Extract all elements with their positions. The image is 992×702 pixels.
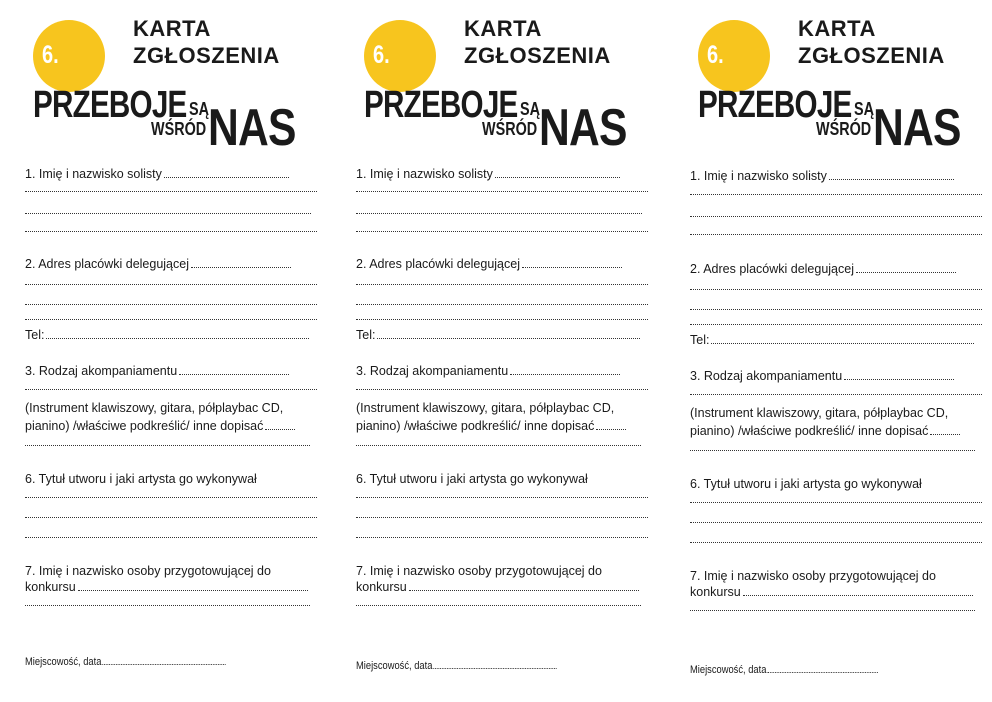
field-phone[interactable] bbox=[25, 327, 325, 343]
blank-line[interactable] bbox=[356, 604, 641, 606]
application-card-2 bbox=[356, 0, 656, 702]
field-teacher-name-cont[interactable] bbox=[356, 579, 656, 595]
blank-line[interactable] bbox=[356, 283, 648, 285]
blank-line[interactable] bbox=[25, 230, 317, 232]
blank-line[interactable] bbox=[356, 318, 648, 320]
blank-line[interactable] bbox=[356, 444, 641, 446]
event-title-word-1: PRZEBOJE bbox=[698, 84, 852, 126]
field-label: 1. Imię i nazwisko solisty bbox=[690, 169, 827, 183]
event-title-word-1: PRZEBOJE bbox=[364, 84, 518, 126]
blank-line[interactable] bbox=[25, 604, 310, 606]
field-accompaniment[interactable] bbox=[356, 363, 656, 379]
blank-line[interactable] bbox=[690, 215, 982, 217]
event-title-word-2: SĄ bbox=[520, 99, 541, 119]
blank-line[interactable] bbox=[356, 516, 648, 518]
field-phone[interactable] bbox=[690, 332, 990, 348]
blank-line[interactable] bbox=[25, 444, 310, 446]
field-phone[interactable] bbox=[356, 327, 656, 343]
blank-line[interactable] bbox=[356, 212, 642, 214]
field-soloist-name[interactable] bbox=[356, 166, 656, 182]
field-teacher-name-cont[interactable] bbox=[25, 579, 325, 595]
field-soloist-name[interactable] bbox=[25, 166, 325, 182]
field-institution-address[interactable] bbox=[690, 261, 990, 277]
blank-line[interactable] bbox=[356, 303, 648, 305]
field-note: pianino) /właściwe podkreślić/ inne dopisać bbox=[25, 419, 264, 433]
event-title-word-2: SĄ bbox=[854, 99, 875, 119]
blank-line[interactable] bbox=[25, 536, 317, 538]
blank-line[interactable] bbox=[356, 496, 648, 498]
event-title-word-3: WŚRÓD bbox=[482, 119, 538, 139]
blank-line[interactable] bbox=[690, 501, 982, 503]
card-header bbox=[25, 0, 325, 158]
field-place-date[interactable] bbox=[356, 660, 556, 672]
field-song-title: 6. Tytuł utworu i jaki artysta go wykonywał bbox=[690, 477, 922, 491]
blank-line[interactable] bbox=[25, 516, 317, 518]
field-institution-address[interactable] bbox=[25, 256, 325, 272]
field-label: konkursu bbox=[25, 580, 76, 594]
title-line-1: KARTA bbox=[464, 16, 542, 41]
blank-line[interactable] bbox=[356, 536, 648, 538]
field-note: pianino) /właściwe podkreślić/ inne dopisać bbox=[356, 419, 595, 433]
field-accompaniment[interactable] bbox=[25, 363, 325, 379]
field-teacher-name: 7. Imię i nazwisko osoby przygotowującej do bbox=[356, 564, 602, 578]
field-label: 3. Rodzaj akompaniamentu bbox=[25, 364, 178, 378]
event-title-word-2: SĄ bbox=[189, 99, 210, 119]
blank-line[interactable] bbox=[356, 388, 648, 390]
blank-line[interactable] bbox=[690, 288, 982, 290]
title-line-1: KARTA bbox=[133, 16, 211, 41]
field-label: Tel: bbox=[356, 328, 376, 342]
blank-line[interactable] bbox=[25, 190, 317, 192]
accompaniment-options: (Instrument klawiszowy, gitara, półplaybac CD, bbox=[25, 401, 284, 415]
field-institution-address[interactable] bbox=[356, 256, 656, 272]
title-line-1: KARTA bbox=[798, 16, 876, 41]
badge-number: 6. bbox=[373, 41, 390, 69]
blank-line[interactable] bbox=[690, 449, 975, 451]
field-teacher-name-cont[interactable] bbox=[690, 584, 990, 600]
application-card-1 bbox=[25, 0, 325, 702]
field-label: 1. Imię i nazwisko solisty bbox=[356, 167, 493, 181]
field-accompaniment[interactable] bbox=[690, 368, 990, 384]
blank-line[interactable] bbox=[356, 230, 648, 232]
blank-line[interactable] bbox=[690, 233, 982, 235]
card-header bbox=[690, 0, 990, 158]
blank-line[interactable] bbox=[690, 323, 982, 325]
accompaniment-options: (Instrument klawiszowy, gitara, półplaybac CD, bbox=[690, 406, 949, 420]
blank-line[interactable] bbox=[690, 541, 982, 543]
field-label: Tel: bbox=[690, 333, 710, 347]
title-line-2: ZGŁOSZENIA bbox=[464, 43, 611, 68]
event-title-word-1: PRZEBOJE bbox=[33, 84, 187, 126]
accompaniment-note[interactable] bbox=[690, 423, 990, 439]
application-card-3 bbox=[690, 0, 990, 702]
blank-line[interactable] bbox=[25, 283, 317, 285]
field-song-title: 6. Tytuł utworu i jaki artysta go wykonywał bbox=[356, 472, 588, 486]
field-label: Tel: bbox=[25, 328, 45, 342]
event-title-word-3: WŚRÓD bbox=[151, 119, 207, 139]
blank-line[interactable] bbox=[356, 190, 648, 192]
field-label: Miejscowość, data bbox=[356, 660, 433, 672]
field-place-date[interactable] bbox=[690, 664, 878, 676]
field-place-date[interactable] bbox=[25, 656, 225, 668]
badge-number: 6. bbox=[707, 41, 724, 69]
field-label: 3. Rodzaj akompaniamentu bbox=[356, 364, 509, 378]
title-line-2: ZGŁOSZENIA bbox=[798, 43, 945, 68]
badge-number: 6. bbox=[42, 41, 59, 69]
event-title-word-3: WŚRÓD bbox=[816, 119, 872, 139]
blank-line[interactable] bbox=[25, 388, 317, 390]
field-label: 2. Adres placówki delegującej bbox=[690, 262, 854, 276]
event-title-word-4: NAS bbox=[539, 99, 627, 157]
blank-line[interactable] bbox=[690, 521, 982, 523]
title-line-2: ZGŁOSZENIA bbox=[133, 43, 280, 68]
blank-line[interactable] bbox=[25, 303, 317, 305]
field-soloist-name[interactable] bbox=[690, 168, 990, 184]
event-title-word-4: NAS bbox=[873, 99, 961, 157]
event-title-word-4: NAS bbox=[208, 99, 296, 157]
accompaniment-note[interactable] bbox=[25, 418, 325, 434]
field-note: pianino) /właściwe podkreślić/ inne dopisać bbox=[690, 424, 929, 438]
field-label: 2. Adres placówki delegującej bbox=[25, 257, 189, 271]
field-teacher-name: 7. Imię i nazwisko osoby przygotowującej do bbox=[690, 569, 936, 583]
field-label: 3. Rodzaj akompaniamentu bbox=[690, 369, 843, 383]
field-label: 2. Adres placówki delegującej bbox=[356, 257, 520, 271]
blank-line[interactable] bbox=[690, 308, 982, 310]
field-label: Miejscowość, data bbox=[690, 664, 767, 676]
blank-line[interactable] bbox=[690, 609, 975, 611]
field-label: 1. Imię i nazwisko solisty bbox=[25, 167, 162, 181]
blank-line[interactable] bbox=[690, 193, 982, 195]
accompaniment-options: (Instrument klawiszowy, gitara, półplaybac CD, bbox=[356, 401, 615, 415]
blank-line[interactable] bbox=[25, 496, 317, 498]
accompaniment-note[interactable] bbox=[356, 418, 656, 434]
card-header bbox=[356, 0, 656, 158]
field-label: konkursu bbox=[690, 585, 741, 599]
field-teacher-name: 7. Imię i nazwisko osoby przygotowującej do bbox=[25, 564, 271, 578]
field-song-title: 6. Tytuł utworu i jaki artysta go wykonywał bbox=[25, 472, 257, 486]
blank-line[interactable] bbox=[25, 212, 311, 214]
field-label: konkursu bbox=[356, 580, 407, 594]
blank-line[interactable] bbox=[690, 393, 982, 395]
blank-line[interactable] bbox=[25, 318, 317, 320]
field-label: Miejscowość, data bbox=[25, 656, 102, 668]
